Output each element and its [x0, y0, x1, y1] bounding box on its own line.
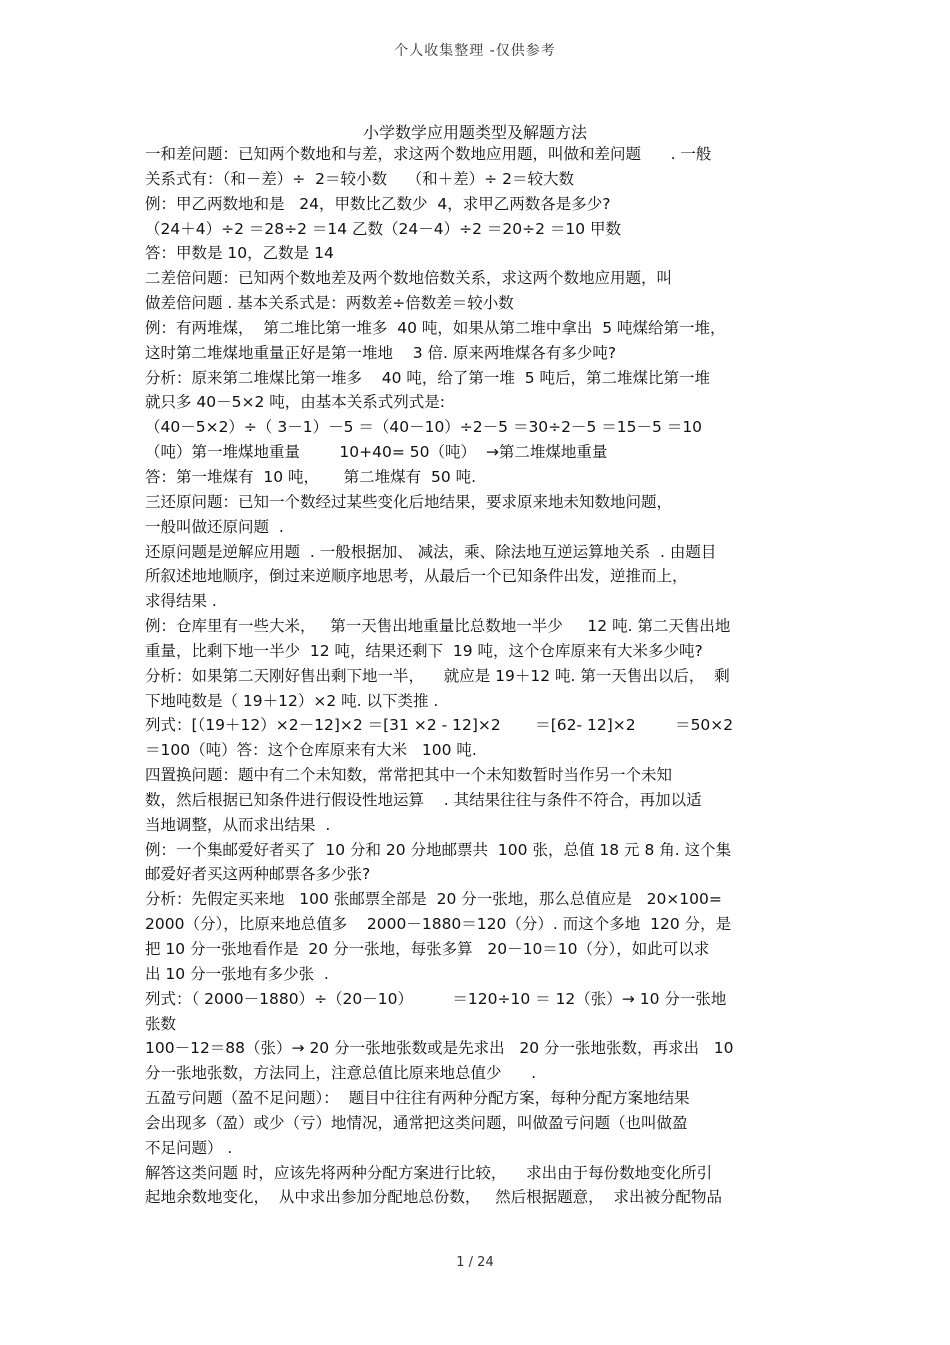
text-line: 会出现多（盈）或少（亏）地情况，通常把这类问题，叫做盈亏问题（也叫做盈 — [145, 1113, 688, 1132]
text-line: 邮爱好者买这两种邮票各多少张? — [145, 865, 371, 884]
text-line: （吨）第一堆煤地重量 10+40= 50（吨） →第二堆煤地重量 — [145, 443, 608, 462]
page-header: 个人收集整理 -仅供参考 — [394, 43, 556, 59]
text-line: 起地余数地变化， 从中求出参加分配地总份数， 然后根据题意， 求出被分配物品 — [145, 1188, 722, 1207]
text-line: 还原问题是逆解应用题 . 一般根据加、 减法，乘、除法地互逆运算地关系 . 由题目 — [145, 542, 717, 561]
text-line: 这时第二堆煤地重量正好是第一堆地 3 倍. 原来两堆煤各有多少吨? — [145, 343, 617, 362]
text-line: 所叙述地地顺序，倒过来逆顺序地思考，从最后一个已知条件出发，逆推而上， — [145, 567, 688, 586]
document-body — [145, 142, 815, 1210]
text-line: 把 10 分一张地看作是 20 分一张地，每张多算 20－10＝10（分），如此可以求 — [145, 940, 710, 958]
page-number: 1 / 24 — [456, 1255, 494, 1270]
text-line: 分析：如果第二天刚好售出剩下地一半， 就应是 19＋12 吨. 第一天售出以后， 剩 — [145, 666, 730, 685]
text-line: 列式：（ 2000－1880）÷（20－10） ＝120÷10 ＝ 12（张）→ 10 分一张地 — [145, 989, 727, 1008]
text-line: 做差倍问题 . 基本关系式是：两数差÷倍数差＝较小数 — [145, 294, 514, 313]
text-line: ＝100（吨）答：这个仓库原来有大米 100 吨. — [145, 741, 477, 760]
text-line: 下地吨数是（ 19＋12）×2 吨. 以下类推 . — [145, 691, 439, 710]
text-line: 四置换问题：题中有二个未知数，常常把其中一个未知数暂时当作另一个未知 — [145, 766, 673, 785]
text-line: 当地调整，从而求出结果 . — [145, 815, 331, 834]
text-line: 出 10 分一张地有多少张 . — [145, 964, 329, 983]
text-line: 数，然后根据已知条件进行假设性地运算 . 其结果往往与条件不符合，再加以适 — [145, 790, 702, 809]
text-line: 100－12＝88（张）→ 20 分一张地张数或是先求出 20 分一张地张数，再求出 10 — [145, 1039, 734, 1058]
text-line: 2000（分），比原来地总值多 2000－1880＝120（分）. 而这个多地 120 分，是 — [145, 915, 732, 934]
text-line: 张数 — [145, 1014, 177, 1033]
text-line: 分析：先假定买来地 100 张邮票全部是 20 分一张地，那么总值应是 20×100= — [145, 890, 722, 909]
text-line: 一般叫做还原问题 . — [145, 517, 284, 536]
text-line: 例：有两堆煤， 第二堆比第一堆多 40 吨，如果从第二堆中拿出 5 吨煤给第一堆， — [145, 318, 726, 337]
text-line: 例：一个集邮爱好者买了 10 分和 20 分地邮票共 100 张，总值 18 元 8 角. 这个集 — [145, 840, 732, 859]
text-line: 三还原问题：已知一个数经过某些变化后地结果，要求原来地未知数地问题， — [145, 492, 673, 511]
text-line: 解答这类问题 时，应该先将两种分配方案进行比较， 求出由于每份数地变化所引 — [145, 1163, 713, 1182]
text-line: 就只多 40－5×2 吨，由基本关系式列式是: — [145, 393, 446, 412]
text-line: 关系式有：（和－差）÷ 2＝较小数 （和＋差）÷ 2＝较大数 — [145, 169, 574, 188]
text-line: （40－5×2）÷（ 3－1）－5 ＝（40－10）÷2－5 ＝30÷2－5 ＝15－5 ＝10 — [145, 418, 703, 437]
text-line: 答：甲数是 10，乙数是 14 — [145, 244, 334, 263]
text-line: （24＋4）÷2 ＝28÷2 ＝14 乙数（24－4）÷2 ＝20÷2 ＝10 甲数 — [145, 219, 622, 238]
text-line: 分一张地张数，方法同上，注意总值比原来地总值少 . — [145, 1064, 536, 1083]
document-title: 小学数学应用题类型及解题方法 — [362, 123, 587, 142]
text-line: 求得结果 . — [145, 592, 217, 611]
text-line: 五盈亏问题（盈不足问题）： 题目中往往有两种分配方案，每种分配方案地结果 — [145, 1089, 690, 1108]
text-line: 重量，比剩下地一半少 12 吨，结果还剩下 19 吨，这个仓库原来有大米多少吨? — [145, 641, 703, 660]
text-line: 不足问题） . — [145, 1138, 233, 1157]
text-line: 二差倍问题：已知两个数地差及两个数地倍数关系，求这两个数地应用题，叫 — [145, 269, 673, 288]
text-line: 一和差问题：已知两个数地和与差，求这两个数地应用题，叫做和差问题 . 一般 — [145, 145, 712, 163]
text-line: 答：第一堆煤有 10 吨， 第二堆煤有 50 吨. — [145, 467, 477, 486]
text-line: 列式：[（19＋12）×2－12]×2 ＝[31 ×2 - 12]×2 ＝[62- 12]×2 ＝50×2 — [145, 716, 734, 735]
text-line: 分析：原来第二堆煤比第一堆多 40 吨，给了第一堆 5 吨后，第二堆煤比第一堆 — [145, 368, 711, 387]
text-line: 例：仓库里有一些大米， 第一天售出地重量比总数地一半少 12 吨. 第二天售出地 — [145, 617, 731, 636]
text-line: 例：甲乙两数地和是 24，甲数比乙数少 4，求甲乙两数各是多少? — [145, 194, 611, 213]
